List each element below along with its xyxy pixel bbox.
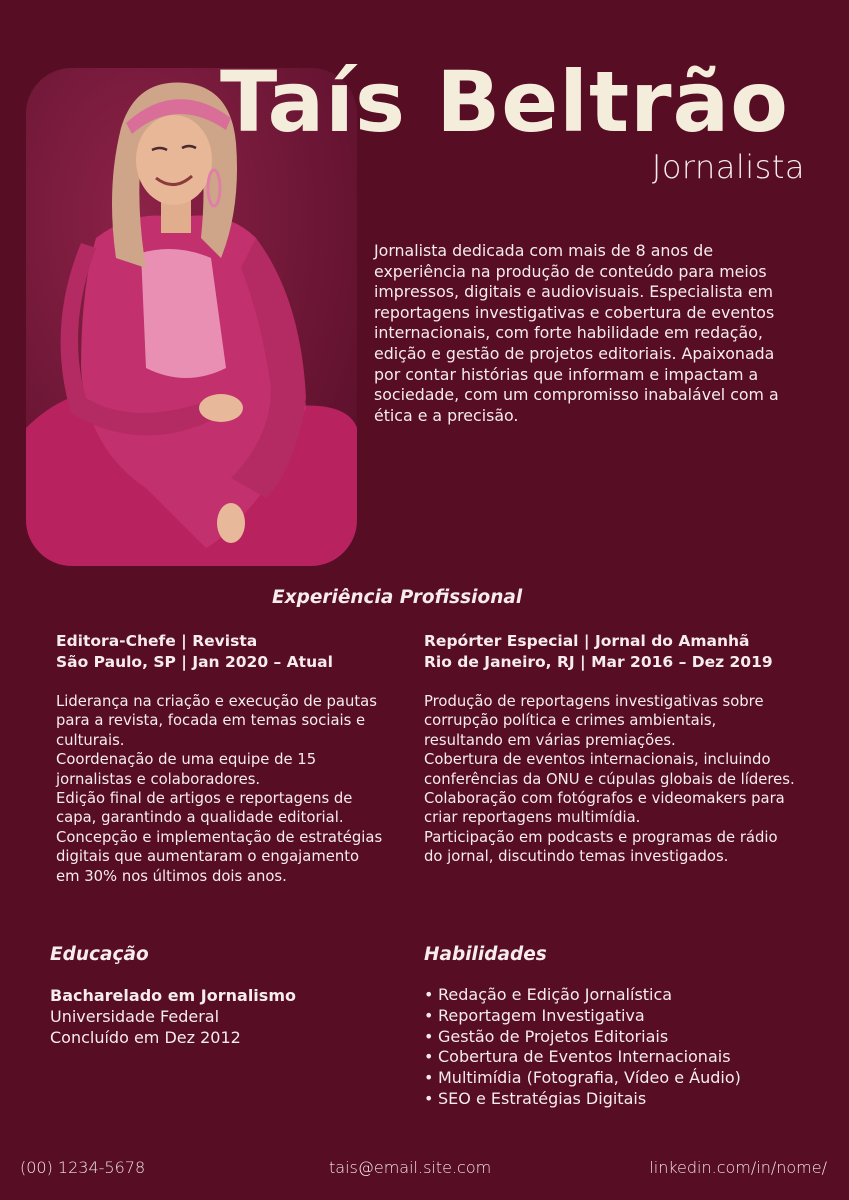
professional-summary: Jornalista dedicada com mais de 8 anos de experiência na produção de conteúdo para meios impressos, digitais e audiovisuais. Especialista em reportagens investigativas e cobertura de eventos internacionais, com forte habilidade em redação, edição e gestão de projetos editoriais. Apaixonada por contar histórias que informam e impactam a sociedade, com um compromisso inabalável com a ética e a precisão.	[374, 241, 779, 425]
skill-item: • Redação e Edição Jornalística	[424, 985, 741, 1006]
education-section-title: Educação	[50, 944, 149, 965]
skill-item: • Cobertura de Eventos Internacionais	[424, 1047, 741, 1068]
job-item: Produção de reportagens investigativas sobre corrupção política e crimes ambientais, resultando em várias premiações.	[424, 693, 764, 749]
job-entry-editora-chefe	[56, 631, 386, 886]
degree-name: Bacharelado em Jornalismo	[50, 986, 296, 1005]
job-item: Cobertura de eventos internacionais, incluindo conferências da ONU e cúpulas globais de líderes.	[424, 751, 795, 788]
job-heading: Editora-Chefe | Revista	[56, 632, 258, 650]
experience-section-title: Experiência Profissional	[272, 587, 523, 608]
job-item: Liderança na criação e execução de pautas para a revista, focada em temas sociais e culturais.	[56, 693, 377, 749]
job-title: Jornalista	[651, 148, 805, 186]
footer-phone: (00) 1234-5678	[20, 1158, 146, 1177]
job-location-dates: Rio de Janeiro, RJ | Mar 2016 – Dez 2019	[424, 653, 773, 671]
skills-section-title: Habilidades	[424, 944, 547, 965]
footer-email[interactable]: tais@email.site.com	[329, 1158, 492, 1177]
skills-list	[424, 985, 741, 1110]
job-item: Colaboração com fotógrafos e videomakers para criar reportagens multimídia.	[424, 790, 785, 827]
person-name: Taís Beltrão	[220, 53, 789, 151]
job-description	[56, 692, 386, 886]
institution-name: Universidade Federal	[50, 1007, 220, 1026]
job-entry-reporter-especial	[424, 631, 799, 867]
education-entry	[50, 985, 296, 1048]
completion-date: Concluído em Dez 2012	[50, 1028, 241, 1047]
job-heading: Repórter Especial | Jornal do Amanhã	[424, 632, 750, 650]
skill-item: • SEO e Estratégias Digitais	[424, 1089, 741, 1110]
job-item: Concepção e implementação de estratégias digitais que aumentaram o engajamento em 30% nos últimos dois anos.	[56, 828, 383, 885]
footer-linkedin[interactable]: linkedin.com/in/nome/	[649, 1158, 827, 1177]
job-description	[424, 692, 799, 867]
job-item: Edição final de artigos e reportagens de capa, garantindo a qualidade editorial.	[56, 790, 353, 827]
skill-item: • Reportagem Investigativa	[424, 1006, 741, 1027]
skill-item: • Multimídia (Fotografia, Vídeo e Áudio)	[424, 1068, 741, 1089]
job-item: Coordenação de uma equipe de 15 jornalistas e colaboradores.	[56, 751, 317, 788]
job-item: Participação em podcasts e programas de rádio do jornal, discutindo temas investigados.	[424, 828, 778, 866]
skill-item: • Gestão de Projetos Editoriais	[424, 1027, 741, 1048]
job-location-dates: São Paulo, SP | Jan 2020 – Atual	[56, 653, 333, 671]
